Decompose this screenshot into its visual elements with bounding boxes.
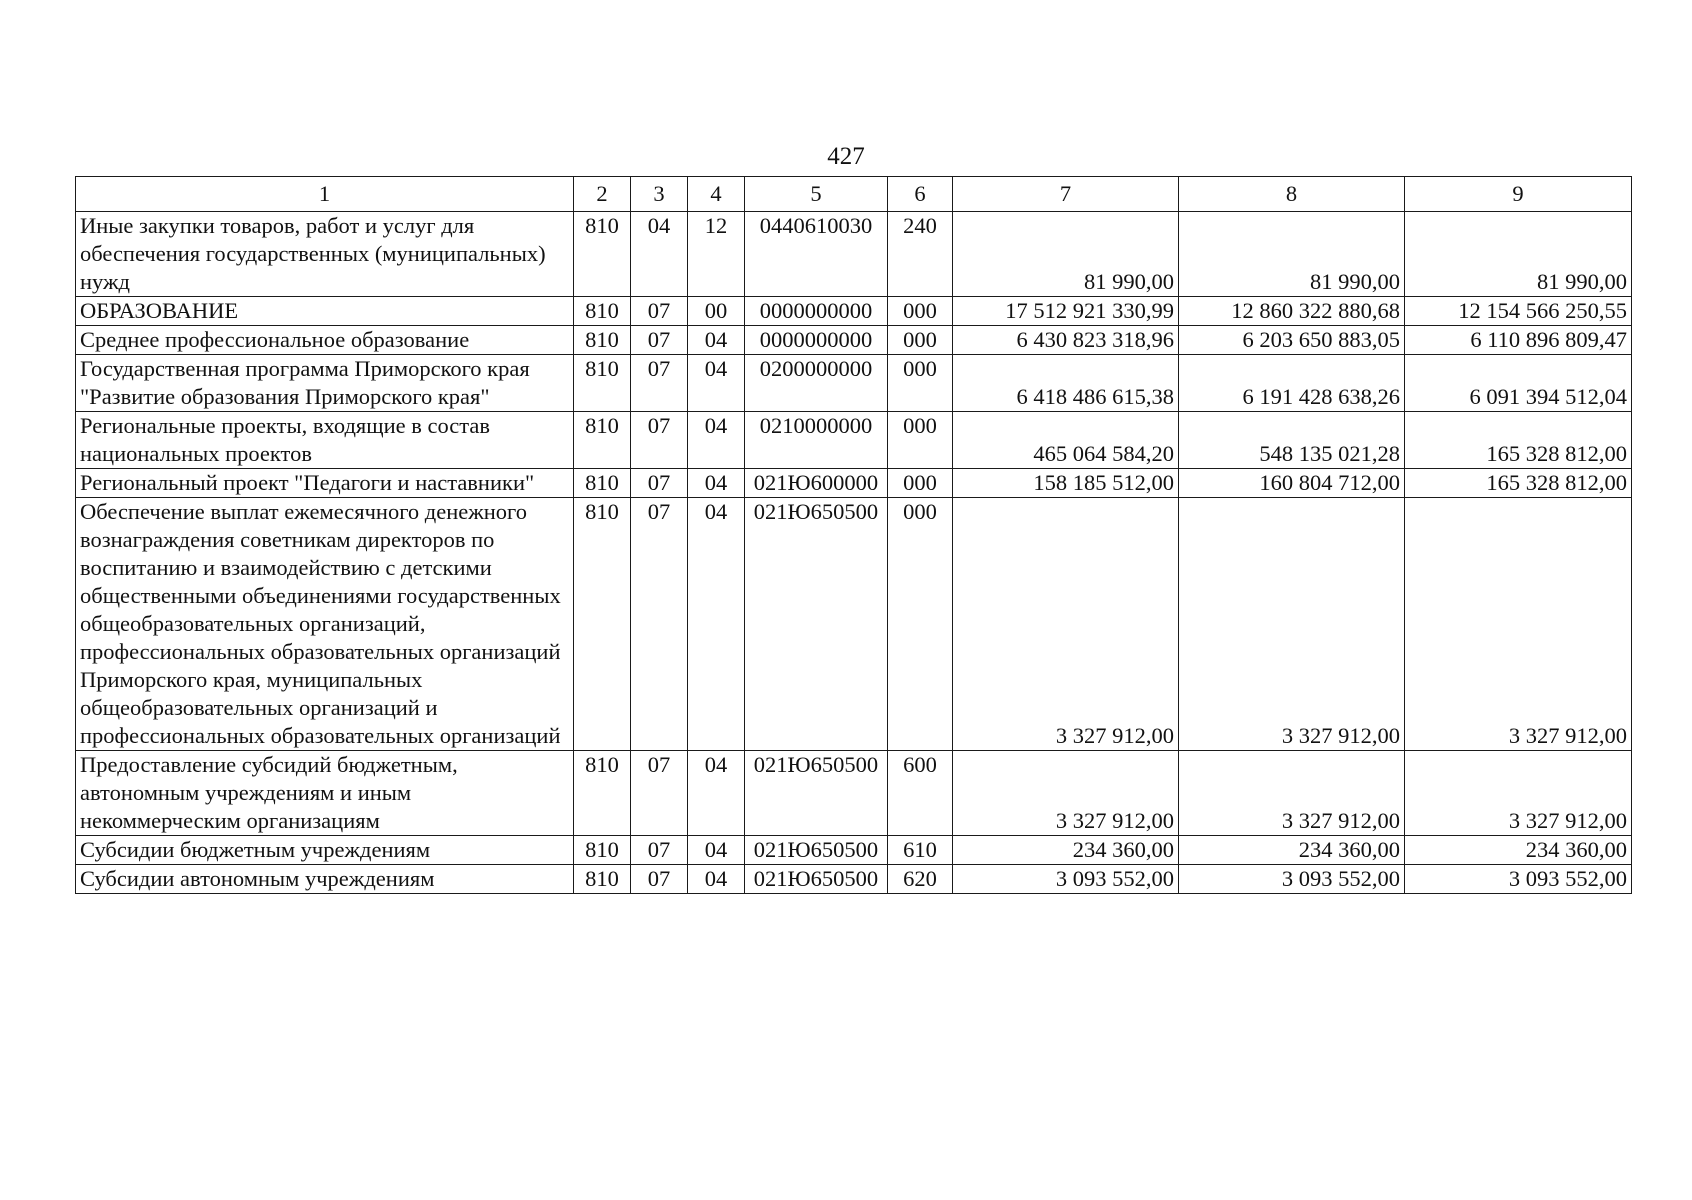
amount-cell: 465 064 584,20 — [953, 412, 1179, 469]
amount-cell: 3 093 552,00 — [953, 865, 1179, 894]
row-name-cell: Обеспечение выплат ежемесячного денежного вознаграждения советникам директоров по воспитанию и взаимодействию с детскими общественными объединениями государственных общеобразовательных организаций, профессиональных образовательных организаций Приморского края, муниципальных общеобразовательных организаций и профессиональных образовательных организаций — [76, 498, 574, 751]
amount-cell: 234 360,00 — [1405, 836, 1632, 865]
code-cell: 000 — [888, 297, 953, 326]
code-cell: 810 — [574, 865, 631, 894]
code-cell: 04 — [688, 355, 745, 412]
amount-cell: 12 154 566 250,55 — [1405, 297, 1632, 326]
code-cell: 04 — [688, 865, 745, 894]
code-cell: 07 — [631, 412, 688, 469]
amount-cell: 12 860 322 880,68 — [1179, 297, 1405, 326]
code-cell: 07 — [631, 865, 688, 894]
amount-cell: 548 135 021,28 — [1179, 412, 1405, 469]
code-cell: 000 — [888, 412, 953, 469]
table-row — [76, 297, 1632, 326]
code-cell: 021Ю650500 — [745, 865, 888, 894]
table-row — [76, 498, 1632, 751]
column-header: 9 — [1405, 177, 1632, 212]
table-row — [76, 355, 1632, 412]
amount-cell: 81 990,00 — [953, 212, 1179, 297]
amount-cell: 81 990,00 — [1405, 212, 1632, 297]
code-cell: 240 — [888, 212, 953, 297]
amount-cell: 3 093 552,00 — [1179, 865, 1405, 894]
code-cell: 07 — [631, 836, 688, 865]
code-cell: 07 — [631, 751, 688, 836]
amount-cell: 17 512 921 330,99 — [953, 297, 1179, 326]
table-row — [76, 326, 1632, 355]
code-cell: 07 — [631, 355, 688, 412]
code-cell: 04 — [688, 326, 745, 355]
code-cell: 0440610030 — [745, 212, 888, 297]
code-cell: 810 — [574, 751, 631, 836]
amount-cell: 6 418 486 615,38 — [953, 355, 1179, 412]
row-name-cell: Государственная программа Приморского края "Развитие образования Приморского края" — [76, 355, 574, 412]
code-cell: 810 — [574, 498, 631, 751]
amount-cell: 3 327 912,00 — [1405, 498, 1632, 751]
column-header: 4 — [688, 177, 745, 212]
code-cell: 000 — [888, 498, 953, 751]
code-cell: 000 — [888, 326, 953, 355]
column-header: 8 — [1179, 177, 1405, 212]
code-cell: 04 — [631, 212, 688, 297]
column-header: 1 — [76, 177, 574, 212]
column-header: 7 — [953, 177, 1179, 212]
row-name-cell: ОБРАЗОВАНИЕ — [76, 297, 574, 326]
code-cell: 620 — [888, 865, 953, 894]
amount-cell: 3 327 912,00 — [953, 751, 1179, 836]
code-cell: 810 — [574, 836, 631, 865]
code-cell: 04 — [688, 498, 745, 751]
code-cell: 600 — [888, 751, 953, 836]
amount-cell: 234 360,00 — [1179, 836, 1405, 865]
code-cell: 810 — [574, 469, 631, 498]
amount-cell: 3 093 552,00 — [1405, 865, 1632, 894]
column-header: 5 — [745, 177, 888, 212]
amount-cell: 160 804 712,00 — [1179, 469, 1405, 498]
code-cell: 021Ю600000 — [745, 469, 888, 498]
code-cell: 810 — [574, 326, 631, 355]
table-row — [76, 836, 1632, 865]
table-row — [76, 865, 1632, 894]
column-header: 2 — [574, 177, 631, 212]
code-cell: 07 — [631, 498, 688, 751]
amount-cell: 3 327 912,00 — [1179, 751, 1405, 836]
code-cell: 07 — [631, 469, 688, 498]
code-cell: 04 — [688, 412, 745, 469]
row-name-cell: Региональный проект "Педагоги и наставники" — [76, 469, 574, 498]
amount-cell: 3 327 912,00 — [1405, 751, 1632, 836]
code-cell: 000 — [888, 355, 953, 412]
amount-cell: 6 110 896 809,47 — [1405, 326, 1632, 355]
code-cell: 021Ю650500 — [745, 836, 888, 865]
code-cell: 07 — [631, 326, 688, 355]
code-cell: 04 — [688, 836, 745, 865]
amount-cell: 3 327 912,00 — [1179, 498, 1405, 751]
code-cell: 810 — [574, 355, 631, 412]
code-cell: 021Ю650500 — [745, 498, 888, 751]
code-cell: 0000000000 — [745, 297, 888, 326]
row-name-cell: Субсидии автономным учреждениям — [76, 865, 574, 894]
code-cell: 810 — [574, 297, 631, 326]
row-name-cell: Иные закупки товаров, работ и услуг для обеспечения государственных (муниципальных) нужд — [76, 212, 574, 297]
code-cell: 07 — [631, 297, 688, 326]
amount-cell: 165 328 812,00 — [1405, 469, 1632, 498]
code-cell: 810 — [574, 212, 631, 297]
amount-cell: 6 191 428 638,26 — [1179, 355, 1405, 412]
code-cell: 000 — [888, 469, 953, 498]
code-cell: 610 — [888, 836, 953, 865]
code-cell: 04 — [688, 751, 745, 836]
table-row — [76, 469, 1632, 498]
code-cell: 0200000000 — [745, 355, 888, 412]
code-cell: 0210000000 — [745, 412, 888, 469]
table-row — [76, 751, 1632, 836]
code-cell: 00 — [688, 297, 745, 326]
amount-cell: 6 430 823 318,96 — [953, 326, 1179, 355]
table-row — [76, 412, 1632, 469]
page-number: 427 — [827, 143, 865, 170]
table-header-row — [76, 177, 1632, 212]
code-cell: 021Ю650500 — [745, 751, 888, 836]
row-name-cell: Предоставление субсидий бюджетным, автономным учреждениям и иным некоммерческим организациям — [76, 751, 574, 836]
amount-cell: 3 327 912,00 — [953, 498, 1179, 751]
code-cell: 0000000000 — [745, 326, 888, 355]
code-cell: 04 — [688, 469, 745, 498]
amount-cell: 234 360,00 — [953, 836, 1179, 865]
table-body — [76, 212, 1632, 894]
code-cell: 810 — [574, 412, 631, 469]
amount-cell: 81 990,00 — [1179, 212, 1405, 297]
amount-cell: 6 091 394 512,04 — [1405, 355, 1632, 412]
amount-cell: 6 203 650 883,05 — [1179, 326, 1405, 355]
amount-cell: 158 185 512,00 — [953, 469, 1179, 498]
budget-table — [75, 176, 1632, 894]
table-row — [76, 212, 1632, 297]
row-name-cell: Среднее профессиональное образование — [76, 326, 574, 355]
column-header: 6 — [888, 177, 953, 212]
row-name-cell: Региональные проекты, входящие в состав национальных проектов — [76, 412, 574, 469]
code-cell: 12 — [688, 212, 745, 297]
column-header: 3 — [631, 177, 688, 212]
amount-cell: 165 328 812,00 — [1405, 412, 1632, 469]
row-name-cell: Субсидии бюджетным учреждениям — [76, 836, 574, 865]
